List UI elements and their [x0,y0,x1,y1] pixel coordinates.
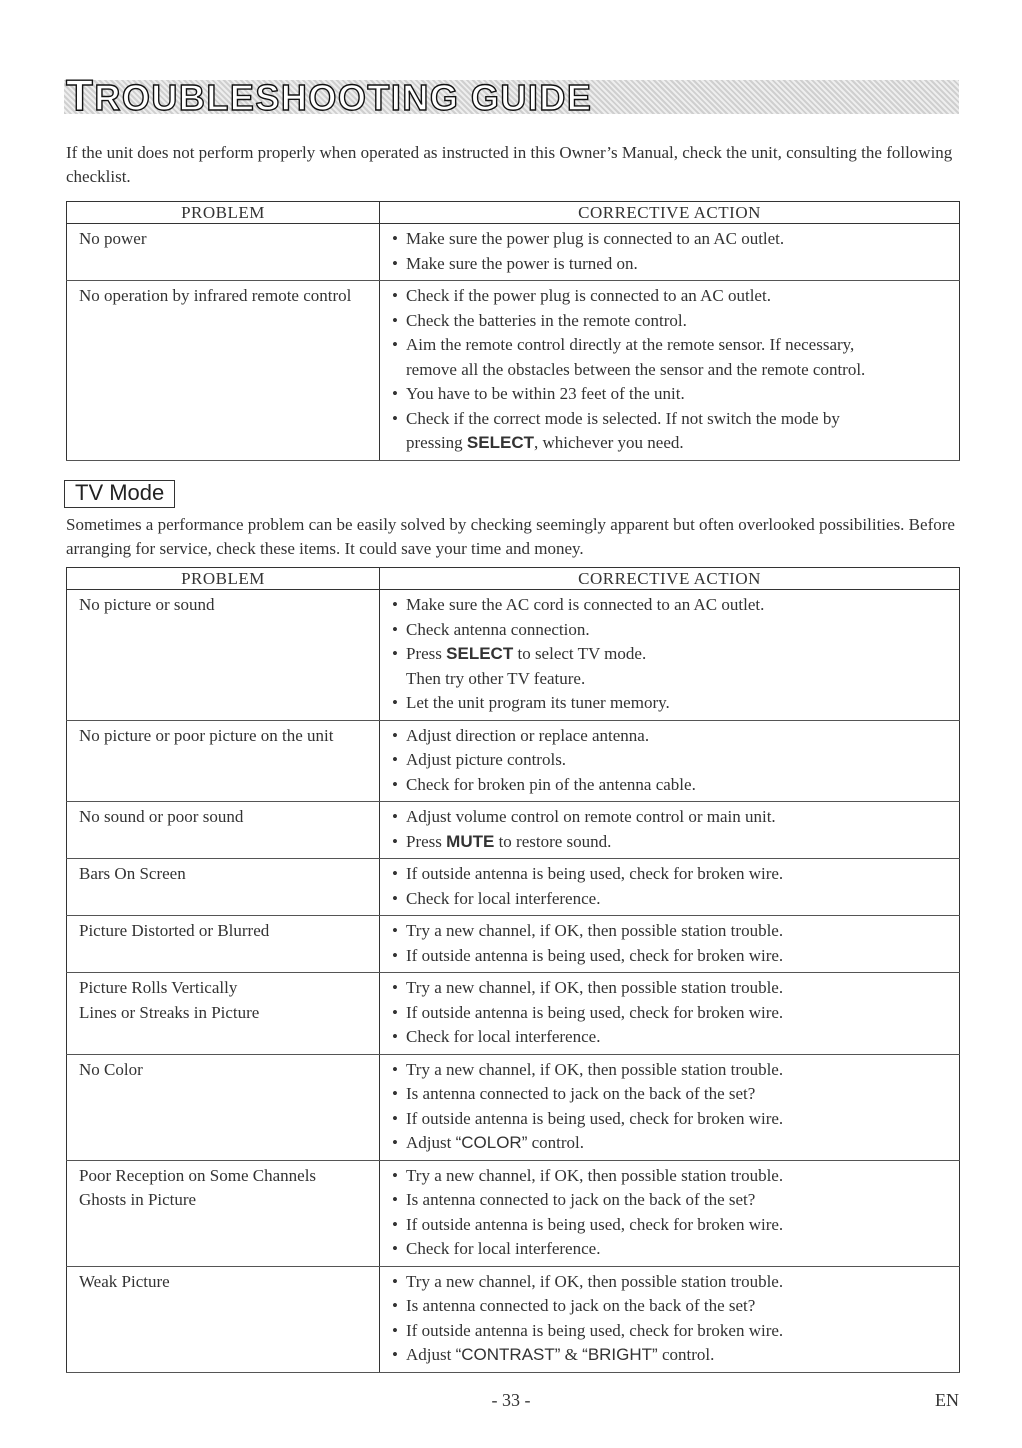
action-text: Try a new channel, if OK, then possible station trouble. [406,921,784,940]
action-item [392,1025,949,1050]
action-text: Adjust volume control on remote control or main unit. [406,807,776,826]
bullet-icon: • [392,693,398,712]
bullet-icon: • [392,595,398,614]
problem-cell: Picture Rolls Vertically Lines or Streaks in Picture [67,973,380,1055]
bullet-icon: • [392,1108,398,1128]
action-item [392,1131,949,1156]
action-item [392,1058,949,1083]
bullet-icon: • [392,1084,398,1103]
problem-cell: No Color [67,1054,380,1160]
bullet-icon: • [392,1296,398,1315]
action-text: If outside antenna is being used, check for broken wire. [406,1002,784,1022]
tv-mode-intro: Sometimes a performance problem can be easily solved by checking seemingly apparent but often overlooked possibilities. Before arranging for service, check these items. It could save your time and money. [66,515,955,558]
key-label: MUTE [446,831,495,851]
action-item [392,862,949,887]
action-item [392,1164,949,1189]
action-item [392,805,949,830]
control-label: “CONTRAST” [455,1345,561,1364]
column-header-problem: PROBLEM [67,202,380,224]
bullet-icon: • [392,253,398,273]
action-text: Is antenna connected to jack on the back of the set? [406,1190,756,1209]
action-item [392,1001,949,1026]
bullet-icon: • [392,1271,398,1291]
bullet-icon: • [392,807,398,826]
table-row [67,281,960,461]
bullet-icon: • [392,286,398,305]
troubleshooting-table-general [66,201,960,461]
bullet-icon: • [392,1345,398,1364]
action-cell [380,281,960,461]
bullet-icon: • [392,945,398,965]
action-text: Adjust picture controls. [406,750,567,769]
table-row [67,916,960,973]
control-label: “COLOR” [455,1133,528,1152]
action-text: Try a new channel, if OK, then possible station trouble. [406,1059,784,1079]
action-text: Check if the power plug is connected to an AC outlet. [406,286,771,305]
table-row [67,224,960,281]
action-item [392,227,949,252]
action-item [392,593,949,618]
action-cell [380,1054,960,1160]
problem-cell: No picture or sound [67,590,380,721]
action-item [392,407,949,456]
action-text: Check the batteries in the remote control. [406,310,687,330]
action-text: Is antenna connected to jack on the back of the set? [406,1084,756,1103]
action-text: Check if the correct mode is selected. If not switch the mode by [406,408,840,428]
bullet-icon: • [392,1059,398,1079]
action-text: If outside antenna is being used, check for broken wire. [406,945,784,965]
action-text-continued: Then try other TV feature. [406,668,586,688]
bullet-icon: • [392,831,398,851]
table-row [67,1054,960,1160]
action-item [392,333,949,382]
action-item [392,976,949,1001]
problem-cell: No operation by infrared remote control [67,281,380,461]
bullet-icon: • [392,1320,398,1340]
action-cell [380,1160,960,1266]
troubleshooting-table-tv-mode [66,567,960,1373]
action-item [392,1188,949,1213]
action-text: Aim the remote control directly at the remote sensor. If necessary, [406,335,855,354]
bullet-icon: • [392,1027,398,1046]
action-item [392,618,949,643]
bullet-icon: • [392,1214,398,1234]
action-text: Try a new channel, if OK, then possible station trouble. [406,1165,784,1185]
intro-paragraph: If the unit does not perform properly when operated as instructed in this Owner’s Manual, check the unit, consulting the following checklist. [66,143,953,186]
action-text: If outside antenna is being used, check for broken wire. [406,1108,784,1128]
action-text: Press SELECT to select TV mode. [406,644,647,663]
action-text-continued: remove all the obstacles between the sensor and the remote control. [406,359,866,379]
action-item [392,830,949,855]
key-label: SELECT [466,433,534,452]
page-title [66,71,593,120]
table-row [67,1266,960,1372]
bullet-icon: • [392,310,398,330]
action-item [392,382,949,407]
action-item [392,691,949,716]
bullet-icon: • [392,864,398,883]
action-cell [380,224,960,281]
action-text: Make sure the AC cord is connected to an AC outlet. [406,595,765,614]
action-text: Is antenna connected to jack on the back of the set? [406,1296,756,1315]
action-item [392,284,949,309]
title-initial: T [66,71,95,120]
action-text: Check for local interference. [406,1239,601,1258]
table-row [67,720,960,802]
action-text: If outside antenna is being used, check for broken wire. [406,1320,784,1340]
action-cell [380,859,960,916]
action-item [392,1343,949,1368]
action-item [392,1319,949,1344]
action-text: Let the unit program its tuner memory. [406,693,670,712]
action-item [392,1082,949,1107]
bullet-icon: • [392,408,398,428]
problem-cell: Weak Picture [67,1266,380,1372]
control-label: “BRIGHT” [582,1345,658,1364]
bullet-icon: • [392,644,398,663]
bullet-icon: • [392,1133,398,1152]
bullet-icon: • [392,335,398,354]
problem-cell: No power [67,224,380,281]
table-row [67,590,960,721]
action-text: Make sure the power is turned on. [406,253,638,273]
action-text-continued: pressing SELECT, whichever you need. [406,433,684,452]
column-header-action: CORRECTIVE ACTION [380,202,960,224]
action-item [392,309,949,334]
bullet-icon: • [392,1239,398,1258]
action-text: Try a new channel, if OK, then possible station trouble. [406,1271,784,1291]
bullet-icon: • [392,1165,398,1185]
section-label-tv-mode: TV Mode [64,480,175,508]
page-number: - 33 - [491,1390,531,1410]
problem-cell: Poor Reception on Some Channels Ghosts in Picture [67,1160,380,1266]
bullet-icon: • [392,229,398,248]
action-item [392,1294,949,1319]
bullet-icon: • [392,725,398,745]
action-item [392,1107,949,1132]
bullet-icon: • [392,921,398,940]
action-text: Check for broken pin of the antenna cable. [406,774,696,794]
action-text: You have to be within 23 feet of the unit. [406,384,685,403]
problem-cell: No picture or poor picture on the unit [67,720,380,802]
action-text: Adjust “COLOR” control. [406,1133,585,1152]
bullet-icon: • [392,888,398,908]
table-row [67,859,960,916]
action-cell [380,973,960,1055]
bullet-icon: • [392,384,398,403]
action-item [392,944,949,969]
problem-cell: Bars On Screen [67,859,380,916]
bullet-icon: • [392,619,398,639]
key-label: SELECT [446,644,514,663]
action-item [392,252,949,277]
action-text: Check for local interference. [406,888,601,908]
table-row [67,802,960,859]
action-text: If outside antenna is being used, check for broken wire. [406,1214,784,1234]
action-cell [380,916,960,973]
action-cell [380,720,960,802]
action-item [392,887,949,912]
language-code: EN [935,1390,959,1410]
action-text: Adjust “CONTRAST” & “BRIGHT” control. [406,1345,715,1364]
bullet-icon: • [392,750,398,769]
action-item [392,642,949,691]
action-item [392,748,949,773]
action-item [392,1213,949,1238]
action-text: Press MUTE to restore sound. [406,831,612,851]
action-text: If outside antenna is being used, check for broken wire. [406,864,784,883]
action-text: Adjust direction or replace antenna. [406,725,650,745]
action-cell [380,802,960,859]
action-item [392,1270,949,1295]
action-item [392,1237,949,1262]
bullet-icon: • [392,1190,398,1209]
problem-cell: Picture Distorted or Blurred [67,916,380,973]
title-rest: ROUBLESHOOTING GUIDE [94,77,593,118]
action-text: Try a new channel, if OK, then possible station trouble. [406,978,784,997]
bullet-icon: • [392,978,398,997]
action-item [392,773,949,798]
action-cell [380,590,960,721]
table-row [67,1160,960,1266]
bullet-icon: • [392,1002,398,1022]
column-header-action: CORRECTIVE ACTION [380,568,960,590]
action-text: Make sure the power plug is connected to an AC outlet. [406,229,785,248]
problem-cell: No sound or poor sound [67,802,380,859]
bullet-icon: • [392,774,398,794]
action-text: Check for local interference. [406,1027,601,1046]
action-cell [380,1266,960,1372]
action-item [392,724,949,749]
table-row [67,973,960,1055]
action-item [392,919,949,944]
action-text: Check antenna connection. [406,619,590,639]
column-header-problem: PROBLEM [67,568,380,590]
